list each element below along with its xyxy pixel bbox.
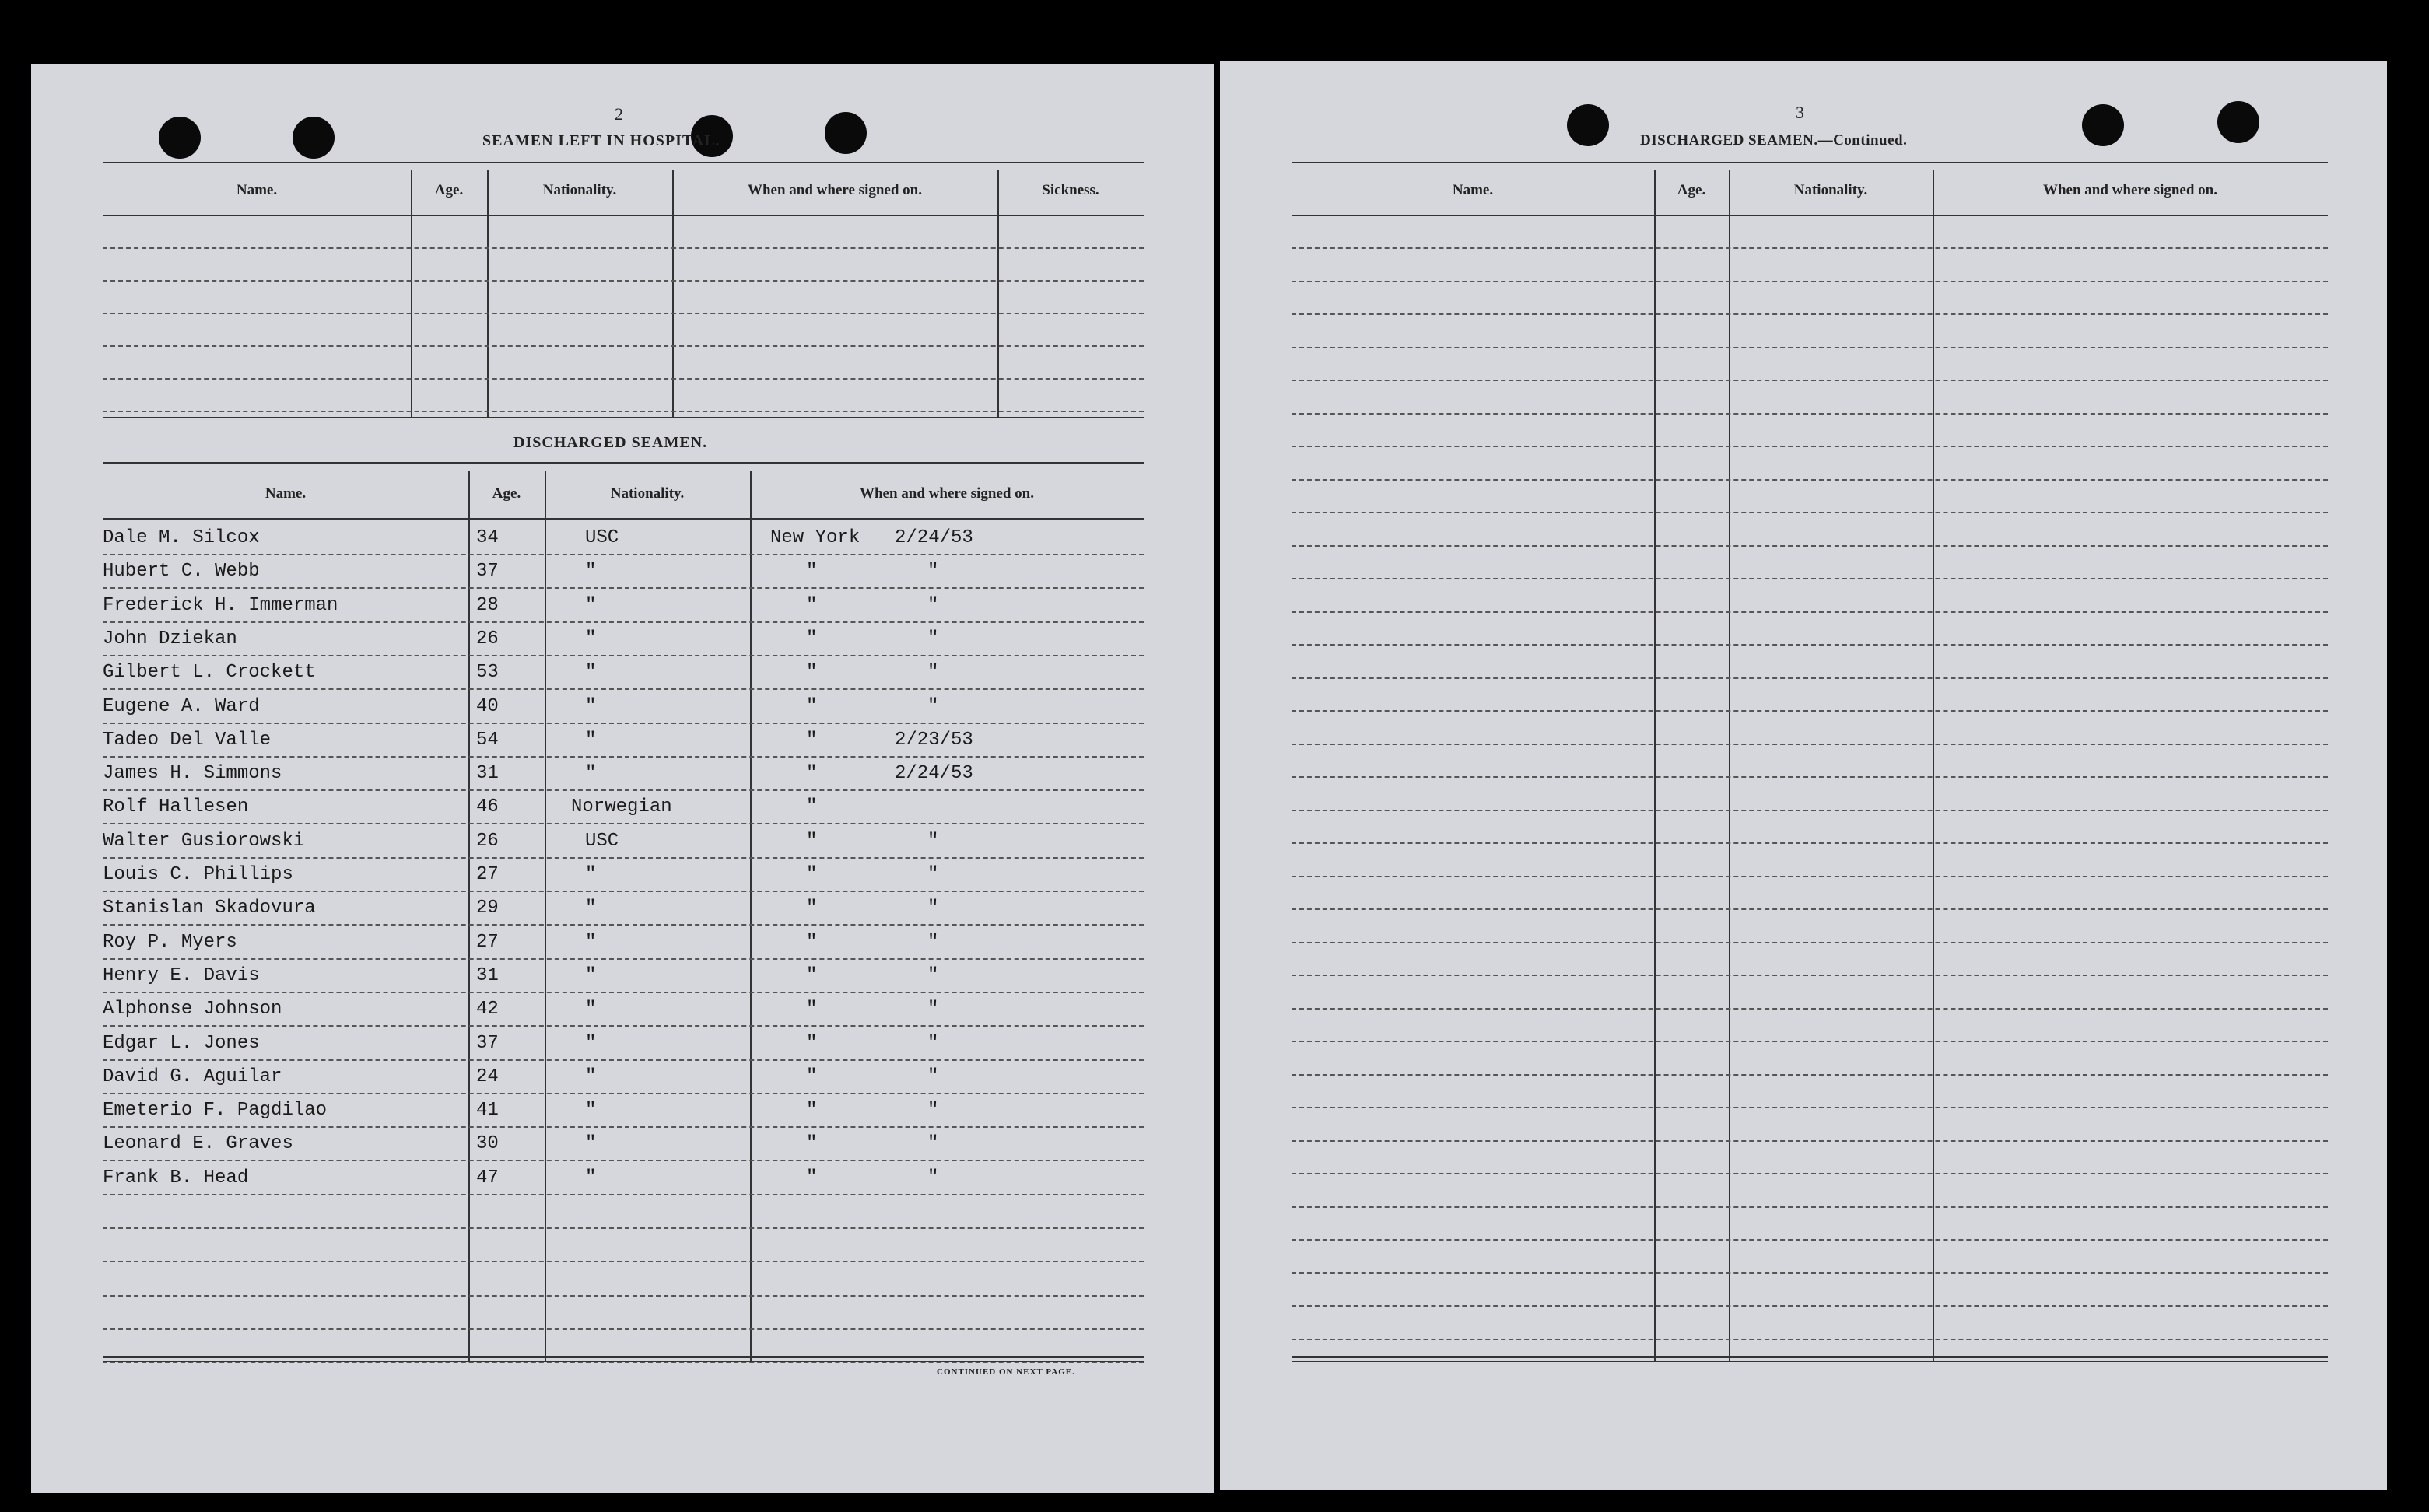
seaman-age: 31 [476,763,499,784]
column-header: Age. [1677,182,1706,198]
signed-on-place: " [806,763,818,784]
signed-on-date: " [927,864,939,885]
entry-line [1292,313,2328,315]
signed-on-date: " [927,595,939,616]
seaman-nationality: USC [585,527,619,548]
entry-line [1292,744,2328,745]
continued-section-title: DISCHARGED SEAMEN.—Continued. [1640,132,1908,149]
signed-on-date: 2/23/53 [895,730,973,751]
seaman-age: 47 [476,1167,499,1188]
seaman-nationality: Norwegian [571,796,672,817]
entry-line [1292,908,2328,910]
entry-line [103,756,1144,758]
entry-line [1292,942,2328,943]
entry-line [1292,1173,2328,1174]
entry-line [1292,1008,2328,1010]
seaman-name: John Dziekan [103,628,237,649]
column-header: Nationality. [610,485,685,502]
seaman-name: Dale M. Silcox [103,527,260,548]
seaman-age: 54 [476,730,499,751]
seaman-name: Walter Gusiorowski [103,831,305,852]
entry-line [103,411,1144,412]
column-header: When and where signed on. [859,485,1034,502]
signed-on-place: " [806,1167,818,1188]
continued-note: CONTINUED ON NEXT PAGE. [937,1367,1075,1377]
seaman-nationality: " [585,628,597,649]
entry-line [1292,479,2328,481]
column-header: Age. [492,485,521,502]
seaman-name: David G. Aguilar [103,1066,282,1087]
entry-line [103,891,1144,892]
seaman-nationality: " [585,999,597,1020]
seaman-age: 46 [476,796,499,817]
seaman-nationality: " [585,1167,597,1188]
left-page [31,64,1214,1493]
signed-on-place: " [806,898,818,919]
right-page [1220,61,2387,1490]
column-header: When and where signed on. [2042,182,2217,198]
entry-line [1292,1206,2328,1208]
column-header: Nationality. [1793,182,1868,198]
entry-line [1292,810,2328,811]
page-number: 3 [1796,103,1804,122]
seaman-age: 26 [476,628,499,649]
signed-on-place: " [806,999,818,1020]
signed-on-place: " [806,1066,818,1087]
seaman-name: Alphonse Johnson [103,999,282,1020]
seaman-name: Louis C. Phillips [103,864,293,885]
signed-on-place: " [806,595,818,616]
entry-line [1292,1107,2328,1108]
rule [103,162,1144,163]
signed-on-date: " [927,1033,939,1054]
signed-on-place: " [806,662,818,683]
signed-on-place: " [806,730,818,751]
entry-line [1292,446,2328,447]
rule [103,417,1144,418]
seaman-nationality: " [585,763,597,784]
signed-on-date: " [927,561,939,582]
seaman-name: Stanislan Skadovura [103,898,316,919]
column-header: When and where signed on. [747,182,922,198]
entry-line [1292,281,2328,282]
entry-line [1292,776,2328,778]
entry-line [1292,611,2328,613]
entry-line [103,1126,1144,1128]
seaman-age: 53 [476,662,499,683]
signed-on-place: " [806,1033,818,1054]
signed-on-date: " [927,1100,939,1121]
column-header: Name. [236,182,278,198]
seaman-age: 31 [476,965,499,986]
punch-hole [293,117,335,159]
signed-on-place: " [806,965,818,986]
seaman-nationality: " [585,932,597,953]
entry-line [103,280,1144,282]
punch-hole [2217,101,2259,143]
punch-hole [2082,104,2124,146]
entry-line [1292,413,2328,415]
punch-hole [159,117,201,159]
seaman-nationality: " [585,1066,597,1087]
seaman-name: Eugene A. Ward [103,696,260,717]
signed-on-place: " [806,561,818,582]
entry-line [103,378,1144,380]
entry-line [1292,1140,2328,1142]
rule [103,518,1144,520]
entry-line [1292,347,2328,348]
entry-line [1292,710,2328,712]
signed-on-date: " [927,1066,939,1087]
entry-line [103,1194,1144,1195]
seaman-name: James H. Simmons [103,763,282,784]
seaman-nationality: USC [585,831,619,852]
seaman-age: 37 [476,561,499,582]
signed-on-date: " [927,898,939,919]
seaman-age: 37 [476,1033,499,1054]
seaman-name: Hubert C. Webb [103,561,260,582]
entry-line [103,345,1144,347]
seaman-name: Emeterio F. Pagdilao [103,1100,328,1121]
seaman-nationality: " [585,561,597,582]
entry-line [103,823,1144,824]
signed-on-date: " [927,662,939,683]
seaman-age: 27 [476,864,499,885]
seaman-nationality: " [585,696,597,717]
rule [1292,215,2328,216]
rule [103,215,1144,216]
entry-line [1292,644,2328,646]
punch-hole [1567,104,1609,146]
entry-line [1292,578,2328,579]
signed-on-place: " [806,932,818,953]
entry-line [103,723,1144,724]
entry-line [1292,1272,2328,1274]
seaman-nationality: " [585,595,597,616]
rule [103,1361,1144,1362]
seaman-nationality: " [585,1133,597,1154]
entry-line [1292,975,2328,976]
entry-line [103,587,1144,589]
entry-line [1292,677,2328,679]
entry-line [103,1362,1144,1363]
seaman-nationality: " [585,662,597,683]
signed-on-place: " [806,1133,818,1154]
entry-line [103,313,1144,314]
entry-line [1292,247,2328,249]
signed-on-place: " [806,628,818,649]
seaman-nationality: " [585,730,597,751]
seaman-age: 41 [476,1100,499,1121]
entry-line [1292,380,2328,381]
seaman-age: 42 [476,999,499,1020]
entry-line [103,1093,1144,1094]
signed-on-place: New York [770,527,860,548]
signed-on-place: " [806,796,818,817]
signed-on-date: " [927,965,939,986]
entry-line [1292,1305,2328,1307]
entry-line [103,655,1144,656]
column-rule [997,170,999,417]
seaman-age: 24 [476,1066,499,1087]
seaman-nationality: " [585,864,597,885]
rule [1292,1361,2328,1362]
signed-on-date: " [927,932,939,953]
entry-line [1292,512,2328,513]
seaman-nationality: " [585,965,597,986]
signed-on-date: 2/24/53 [895,763,973,784]
signed-on-place: " [806,1100,818,1121]
seaman-age: 28 [476,595,499,616]
seaman-nationality: " [585,1100,597,1121]
entry-line [103,1059,1144,1061]
seaman-age: 29 [476,898,499,919]
seaman-age: 26 [476,831,499,852]
column-header: Sickness. [1042,182,1099,198]
entry-line [1292,545,2328,547]
entry-line [103,857,1144,859]
seaman-name: Henry E. Davis [103,965,260,986]
rule [1292,1356,2328,1358]
signed-on-place: " [806,831,818,852]
entry-line [103,247,1144,249]
page-number: 2 [615,104,623,124]
seaman-name: Tadeo Del Valle [103,730,272,751]
entry-line [1292,842,2328,844]
entry-line [103,1328,1144,1330]
signed-on-place: " [806,864,818,885]
seaman-age: 27 [476,932,499,953]
entry-line [1292,1041,2328,1042]
entry-line [103,1227,1144,1229]
column-header: Nationality. [542,182,617,198]
entry-line [103,1025,1144,1027]
entry-line [103,1261,1144,1262]
seaman-age: 40 [476,696,499,717]
seaman-name: Frank B. Head [103,1167,249,1188]
signed-on-date: " [927,999,939,1020]
hospital-section-title: SEAMEN LEFT IN HOSPITAL. [482,132,720,149]
entry-line [1292,1339,2328,1340]
seaman-name: Frederick H. Immerman [103,595,338,616]
seaman-age: 30 [476,1133,499,1154]
column-rule [672,170,674,417]
entry-line [103,992,1144,993]
entry-line [1292,876,2328,877]
seaman-nationality: " [585,1033,597,1054]
signed-on-date: 2/24/53 [895,527,973,548]
column-header: Age. [434,182,464,198]
punch-hole [825,112,867,154]
seaman-age: 34 [476,527,499,548]
entry-line [103,789,1144,791]
seaman-name: Leonard E. Graves [103,1133,293,1154]
signed-on-date: " [927,1167,939,1188]
entry-line [103,621,1144,623]
rule [1292,162,2328,163]
seaman-nationality: " [585,898,597,919]
seaman-name: Roy P. Myers [103,932,237,953]
seaman-name: Rolf Hallesen [103,796,249,817]
signed-on-date: " [927,628,939,649]
seaman-name: Gilbert L. Crockett [103,662,316,683]
entry-line [1292,1239,2328,1241]
signed-on-date: " [927,831,939,852]
column-header: Name. [265,485,307,502]
signed-on-date: " [927,1133,939,1154]
entry-line [103,924,1144,926]
signed-on-date: " [927,696,939,717]
entry-line [103,554,1144,555]
column-rule [487,170,489,417]
signed-on-place: " [806,696,818,717]
entry-line [103,688,1144,690]
column-rule [411,170,412,417]
column-header: Name. [1452,182,1494,198]
rule [103,1356,1144,1358]
entry-line [103,1295,1144,1297]
seaman-name: Edgar L. Jones [103,1033,260,1054]
entry-line [103,1160,1144,1161]
entry-line [1292,1074,2328,1076]
discharged-section-title: DISCHARGED SEAMEN. [513,434,708,451]
entry-line [103,958,1144,960]
rule [103,462,1144,464]
